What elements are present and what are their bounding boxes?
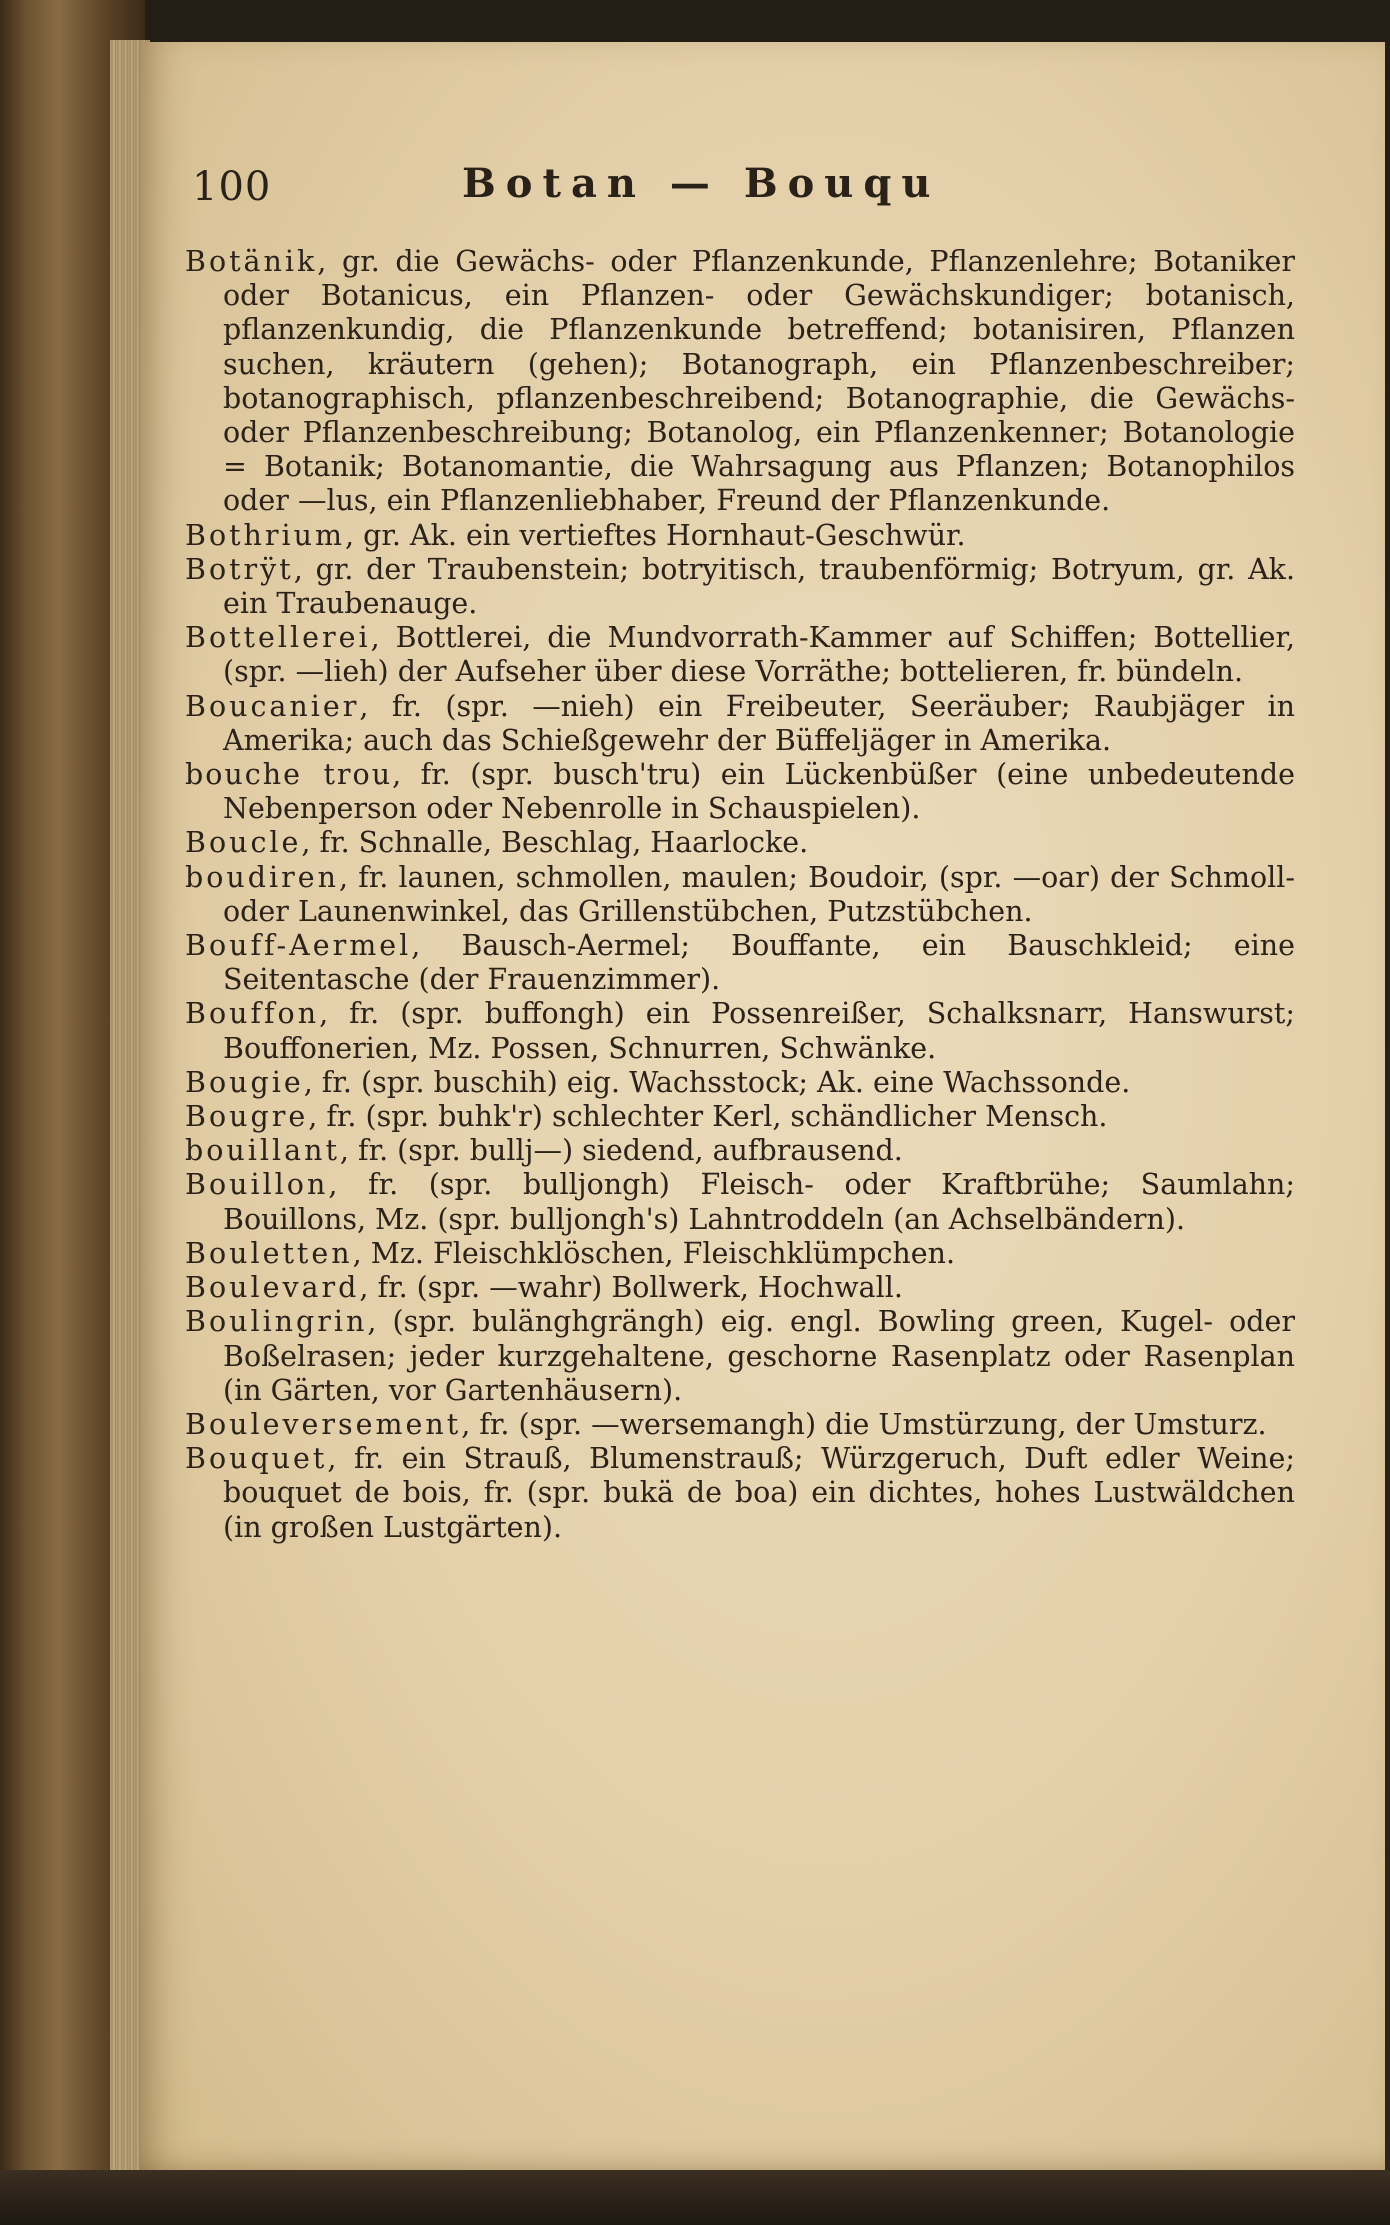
entry-headword: Boulevard [185, 1271, 360, 1305]
entry-boucle [185, 826, 1295, 860]
entry-bouletten [185, 1237, 1295, 1271]
entry-headword: Bouillon [185, 1168, 329, 1202]
entry-headword: Bouff-Aermel [185, 929, 412, 963]
entry-headword: Bothrium [185, 518, 346, 552]
entry-bouillant [185, 1134, 1295, 1168]
entry-headword: bouillant [185, 1134, 340, 1168]
entry-botryt [185, 553, 1295, 621]
entry-definition: , fr. (spr. —wahr) Bollwerk, Hochwall. [359, 1271, 903, 1305]
entry-bothrium [185, 519, 1295, 553]
entry-botanik [185, 245, 1295, 519]
entry-headword: Bouleversement [185, 1407, 462, 1441]
entry-boulevard [185, 1271, 1295, 1305]
entry-bouleversement [185, 1408, 1295, 1442]
entry-definition: , Bottlerei, die Mundvorrath-Kammer auf Schiffen; Bottellier, (spr. —lieh) der Aufseher über diese Vorräthe; bottelieren, fr. bündeln. [223, 621, 1295, 689]
entry-bouff-aermel [185, 929, 1295, 997]
entry-bouche-trou [185, 758, 1295, 826]
entry-bouffon [185, 997, 1295, 1065]
entry-definition: , fr. (spr. —wersemangh) die Umstürzung, der Umsturz. [461, 1407, 1267, 1441]
entry-headword: Boucanier [185, 689, 360, 723]
entry-definition: , fr. (spr. busch'tru) ein Lückenbüßer (eine unbedeutende Nebenperson oder Nebenrolle in Schauspielen). [223, 758, 1295, 826]
entry-definition: , fr. (spr. bulljongh) Fleisch- oder Kraftbrühe; Saumlahn; Bouillons, Mz. (spr. bulljongh's) Lahntroddeln (an Achselbändern). [223, 1168, 1295, 1236]
entry-definition: , fr. (spr. buschih) eig. Wachsstock; Ak. eine Wachssonde. [303, 1065, 1131, 1099]
entry-definition: , fr. (spr. buffongh) ein Possenreißer, Schalksnarr, Hanswurst; Bouffonerien, Mz. Possen, Schnurren, Schwänke. [223, 997, 1295, 1065]
running-head: Botan — Bouqu [462, 160, 941, 207]
page-number: 100 [192, 164, 272, 210]
entry-headword: Bougie [185, 1065, 304, 1099]
bottom-shadow [0, 2170, 1390, 2225]
entry-definition: , fr. launen, schmollen, maulen; Boudoir, (spr. —oar) der Schmoll- oder Launenwinkel, das Grillenstübchen, Putzstübchen. [223, 860, 1295, 928]
page-header [192, 160, 1092, 230]
entry-bouquet [185, 1442, 1295, 1545]
entry-bougre [185, 1100, 1295, 1134]
entry-headword: Bouffon [185, 997, 320, 1031]
entry-bottellerei [185, 621, 1295, 689]
entry-headword: boudiren [185, 860, 339, 894]
entry-definition: , Bausch-Aermel; Bouffante, ein Bauschkleid; eine Seitentasche (der Frauenzimmer). [223, 929, 1295, 997]
entry-headword: Bottellerei [185, 621, 371, 655]
entry-definition: , fr. ein Strauß, Blumenstrauß; Würzgeruch, Duft edler Weine; bouquet de bois, fr. (spr. bukä de boa) ein dichtes, hohes Lustwäldchen (in großen Lustgärten). [223, 1442, 1295, 1544]
entry-headword: Boulingrin [185, 1305, 368, 1339]
entry-bouillon [185, 1168, 1295, 1236]
entry-boulingrin [185, 1305, 1295, 1408]
entry-definition: , fr. Schnalle, Beschlag, Haarlocke. [301, 826, 809, 860]
entry-definition: , gr. Ak. ein vertieftes Hornhaut-Geschwür. [345, 518, 966, 552]
entry-headword: bouche trou [185, 758, 393, 792]
entry-headword: Bouquet [185, 1442, 328, 1476]
entry-headword: Botrÿt [185, 552, 294, 586]
entry-definition: , gr. die Gewächs- oder Pflanzenkunde, Pflanzenlehre; Botaniker oder Botanicus, ein Pflanzen- oder Gewächskundiger; botanisch, pflanzenkundig, die Pflanzenkunde betreffend; botanisiren, Pflanzen suchen, kräutern (gehen); Botanograph, ein Pflanzenbeschreiber; botanographisch, pflanzenbeschreibend; Botanographie, die Gewächs- oder Pflanzenbeschreibung; Botanolog, ein Pflanzenkenner; Botanologie = Botanik; Botanomantie, die Wahrsagung aus Pflanzen; Botanophilos oder —lus, ein Pflanzenliebhaber, Freund der Pflanzenkunde. [223, 245, 1295, 518]
entry-definition: , fr. (spr. —nieh) ein Freibeuter, Seeräuber; Raubjäger in Amerika; auch das Schießgewehr der Büffeljäger in Amerika. [223, 689, 1295, 757]
entry-boudiren [185, 861, 1295, 929]
dictionary-body [185, 245, 1295, 1545]
entry-definition: , Mz. Fleischklöschen, Fleischklümpchen. [352, 1236, 956, 1270]
entry-bougie [185, 1066, 1295, 1100]
entry-boucanier [185, 690, 1295, 758]
entry-headword: Bouletten [185, 1236, 353, 1270]
entry-definition: , gr. der Traubenstein; botryitisch, traubenförmig; Botryum, gr. Ak. ein Traubenauge. [223, 552, 1295, 621]
entry-definition: , fr. (spr. buhk'r) schlechter Kerl, schändlicher Mensch. [308, 1100, 1108, 1134]
entry-headword: Boucle [185, 826, 302, 860]
entry-definition: , fr. (spr. bullj—) siedend, aufbrausend. [339, 1134, 903, 1168]
entry-headword: Botänik [185, 245, 318, 278]
entry-headword: Bougre [185, 1100, 309, 1134]
entry-definition: , (spr. bulänghgrängh) eig. engl. Bowling green, Kugel- oder Boßelrasen; jeder kurzgehaltene, geschorne Rasenplatz oder Rasenplan (in Gärten, vor Gartenhäusern). [223, 1305, 1295, 1407]
